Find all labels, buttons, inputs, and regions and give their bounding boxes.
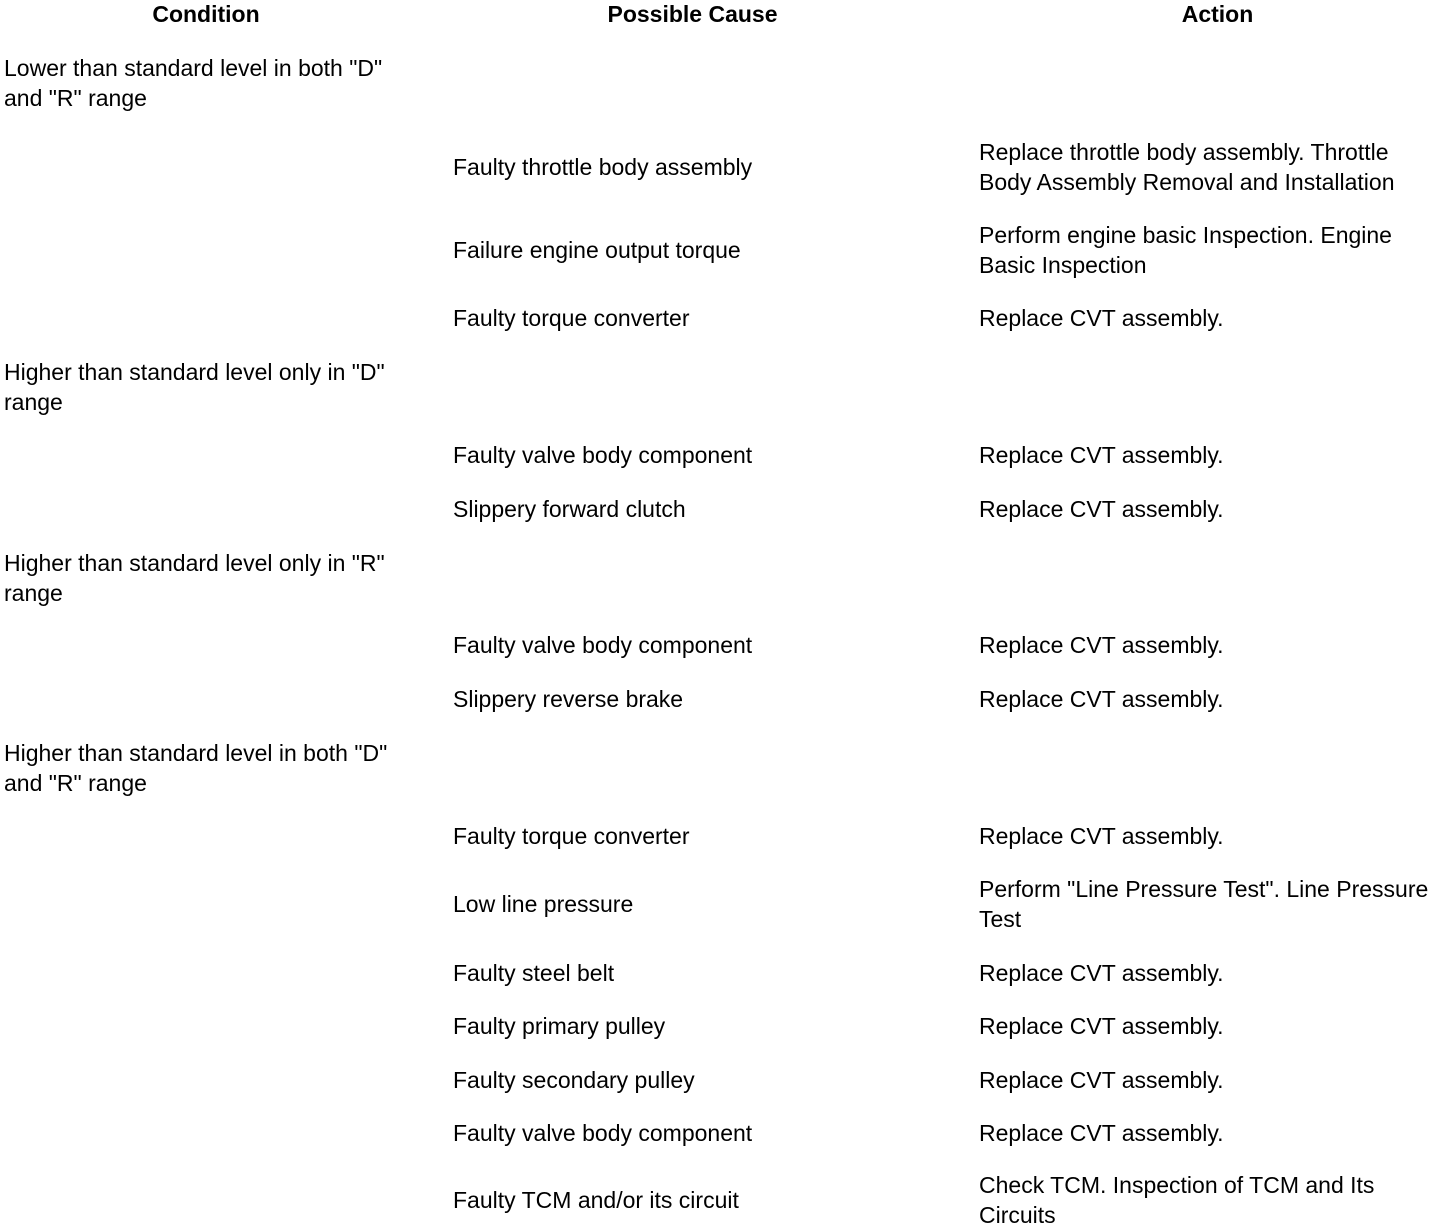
cause-cell: Faulty torque converter bbox=[453, 823, 690, 849]
table-row bbox=[0, 874, 1456, 934]
condition-cell: Higher than standard level in both "D" and "R" range bbox=[4, 740, 388, 796]
table-row bbox=[0, 1065, 1456, 1095]
table-row bbox=[0, 1011, 1456, 1041]
action-cell: Replace CVT assembly. bbox=[979, 1067, 1224, 1093]
action-cell: Replace CVT assembly. bbox=[979, 305, 1224, 331]
cause-cell: Slippery reverse brake bbox=[453, 686, 684, 712]
action-cell: Replace CVT assembly. bbox=[979, 632, 1224, 658]
table-row bbox=[0, 303, 1456, 333]
table-row bbox=[0, 684, 1456, 714]
action-cell: Replace CVT assembly. bbox=[979, 960, 1224, 986]
cause-cell: Faulty primary pulley bbox=[453, 1013, 666, 1039]
table-row bbox=[0, 220, 1456, 280]
condition-cell: Lower than standard level in both "D" and "R" range bbox=[4, 55, 383, 111]
cause-cell: Faulty torque converter bbox=[453, 305, 690, 331]
header-action: Action bbox=[1181, 1, 1254, 27]
cause-cell: Faulty TCM and/or its circuit bbox=[453, 1187, 739, 1213]
action-cell: Replace CVT assembly. bbox=[979, 442, 1224, 468]
table-row bbox=[0, 1118, 1456, 1148]
table-row bbox=[0, 440, 1456, 470]
cause-cell: Low line pressure bbox=[453, 891, 634, 917]
cause-cell: Slippery forward clutch bbox=[453, 496, 686, 522]
cause-cell: Faulty throttle body assembly bbox=[453, 154, 753, 180]
table-row bbox=[0, 137, 1456, 197]
cause-cell: Faulty valve body component bbox=[453, 1120, 753, 1146]
condition-cell: Higher than standard level only in "D" range bbox=[4, 359, 385, 415]
header-possible-cause: Possible Cause bbox=[607, 1, 778, 27]
condition-cell: Higher than standard level only in "R" range bbox=[4, 550, 385, 606]
table-row bbox=[0, 1171, 1456, 1229]
action-cell: Replace CVT assembly. bbox=[979, 1013, 1224, 1039]
action-cell: Check TCM. Inspection of TCM and Its Circuits bbox=[979, 1172, 1375, 1228]
action-cell: Perform engine basic Inspection. Engine Basic Inspection bbox=[979, 222, 1392, 278]
action-cell: Perform "Line Pressure Test". Line Pressure Test bbox=[979, 876, 1429, 932]
cause-cell: Faulty secondary pulley bbox=[453, 1067, 695, 1093]
table-row bbox=[0, 821, 1456, 851]
action-cell: Replace CVT assembly. bbox=[979, 823, 1224, 849]
cause-cell: Faulty valve body component bbox=[453, 442, 753, 468]
cause-cell: Failure engine output torque bbox=[453, 237, 741, 263]
table-row bbox=[0, 958, 1456, 988]
table-row bbox=[0, 630, 1456, 660]
action-cell: Replace throttle body assembly. Throttle Body Assembly Removal and Installation bbox=[979, 139, 1395, 195]
header-condition: Condition bbox=[152, 1, 260, 27]
action-cell: Replace CVT assembly. bbox=[979, 1120, 1224, 1146]
table-row bbox=[0, 494, 1456, 524]
action-cell: Replace CVT assembly. bbox=[979, 686, 1224, 712]
action-cell: Replace CVT assembly. bbox=[979, 496, 1224, 522]
cause-cell: Faulty valve body component bbox=[453, 632, 753, 658]
cause-cell: Faulty steel belt bbox=[453, 960, 615, 986]
